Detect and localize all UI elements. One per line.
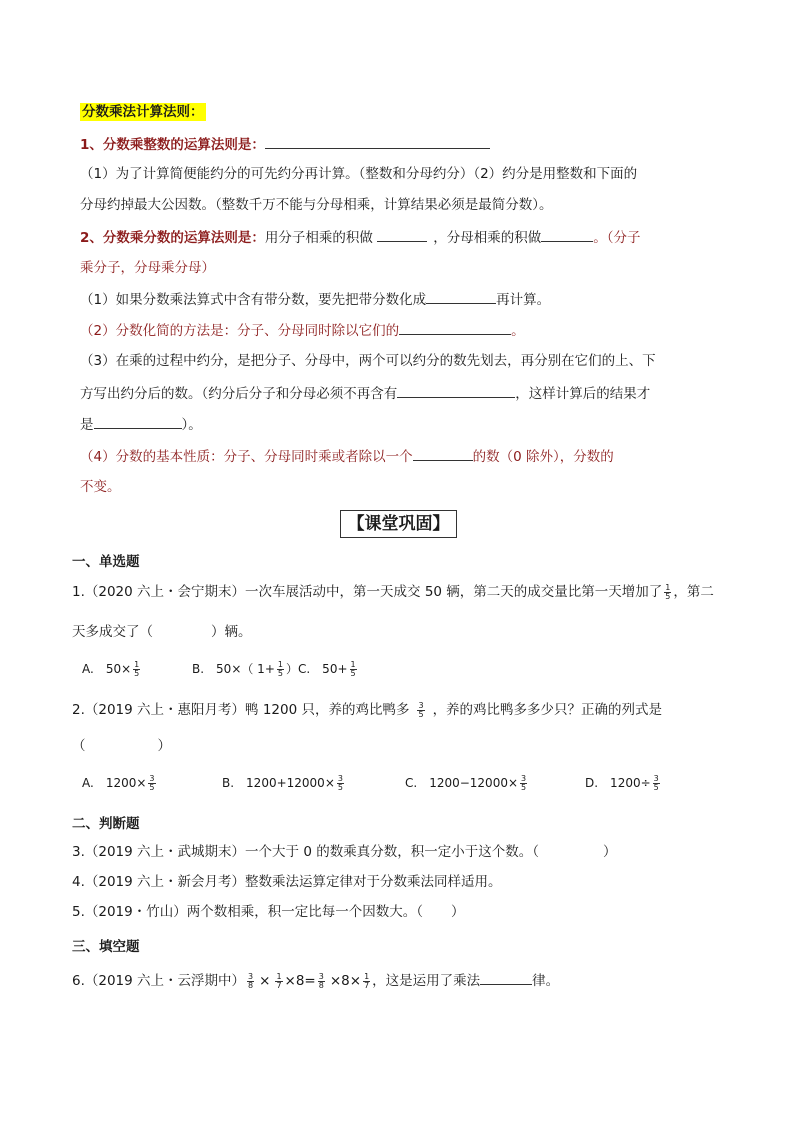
point4-line1 — [80, 446, 614, 467]
rules-heading-text: 分数乘法计算法则： — [82, 104, 204, 120]
question6-line — [72, 970, 559, 991]
question5-line — [72, 902, 465, 922]
point2-blank[interactable] — [399, 320, 511, 335]
rule1-label: 1、分数乘整数的运算法则是： — [80, 137, 265, 153]
point4-line1-a: （4）分数的基本性质：分子、分母同时乘或者除以一个 — [80, 449, 413, 465]
question2-option-d[interactable]: D. 1200÷ $\frac{3}{5}$ — [585, 774, 659, 792]
question2-option-a[interactable]: A. 1200× $\frac{3}{5}$ — [82, 774, 155, 792]
question1-line2-a: 天多成交了（ — [72, 624, 153, 640]
point1-text-b: 再计算。 — [496, 292, 551, 308]
point3-line3-a: 是 — [80, 417, 94, 433]
point3-line2-b: ，这样计算后的结果才 — [515, 386, 651, 402]
question6-times1: × — [259, 973, 271, 989]
question2-line2 — [72, 736, 171, 756]
question1-option-a[interactable]: A. 50× $\frac{1}{5}$ — [82, 660, 140, 678]
point4-line1-b: 的数（0 除外），分数的 — [472, 449, 614, 465]
rule1-note-line1: （1）为了计算简便能约分的可先约分再计算。（整数和分母约分）（2）约分是用整数和下面的 — [80, 166, 638, 182]
question1-text-a: 1.（2020 六上・会宁期末）一次车展活动中，第一天成交 50 辆，第二天的成交量比第一天增加了 — [72, 584, 663, 600]
section3-heading: 三、填空题 — [72, 939, 140, 955]
question1-line1 — [72, 582, 714, 602]
question1-line2 — [72, 622, 252, 642]
rule1-line — [80, 134, 490, 155]
question5-text-a: 5.（2019・竹山）两个数相乘，积一定比每一个因数大。（ — [72, 904, 423, 920]
rule2-line — [80, 227, 640, 248]
question3-line — [72, 842, 616, 862]
question2-line2-b: ） — [157, 738, 171, 754]
point1-text-a: （1）如果分数乘法算式中含有带分数，要先把带分数化成 — [80, 292, 427, 308]
section-title: 【课堂巩固】 — [340, 510, 457, 538]
question4-line: 4.（2019 六上・新会月考）整数乘法运算定律对于分数乘法同样适用。 — [72, 874, 502, 890]
rule2-label: 2、分数乘分数的运算法则是： — [80, 230, 265, 246]
point3-line3 — [80, 414, 202, 435]
fraction-three-fifths: $\frac{3}{5}$ — [418, 700, 424, 719]
rule2-text2: ，分母相乘的积做 — [433, 230, 542, 246]
point3-blank2[interactable] — [94, 414, 182, 429]
point3-blank1[interactable] — [397, 383, 515, 398]
rule1-blank[interactable] — [265, 134, 490, 149]
question6-text-e: ，这是运用了乘法 — [372, 973, 481, 989]
question2-text-a: 2.（2019 六上・惠阳月考）鸭 1200 只，养的鸡比鸭多 — [72, 702, 410, 718]
rule2-blank2[interactable] — [541, 227, 593, 242]
rule1-note-line2: 分母约掉最大公因数。（整数千万不能与分母相乘，计算结果必须是最简分数）。 — [80, 197, 553, 213]
question1-line2-b: ）辆。 — [211, 624, 252, 640]
point2-text-a: （2）分数化简的方法是：分子、分母同时除以它们的 — [80, 323, 400, 339]
rule2-blank1[interactable] — [377, 227, 427, 242]
rule2-text3: 。（分子 — [593, 230, 641, 246]
question3-text-a: 3.（2019 六上・武城期末）一个大于 0 的数乘真分数，积一定小于这个数。（ — [72, 844, 539, 860]
section2-heading: 二、判断题 — [72, 816, 140, 832]
question6-text-d: ×8× — [329, 973, 362, 989]
question2-option-b[interactable]: B. 1200+12000× $\frac{3}{5}$ — [222, 774, 343, 792]
point2-text-b: 。 — [511, 323, 525, 339]
question2-line2-a: （ — [72, 738, 86, 754]
question2-text-b: ，养的鸡比鸭多多少只？正确的列式是 — [432, 702, 663, 718]
fraction-three-eighths-2: $\frac{3}{8}$ — [318, 971, 324, 990]
point4-blank[interactable] — [413, 446, 473, 461]
question1-option-b[interactable]: B. 50×（ 1+ $\frac{1}{5}$ ）C. 50+ $\frac{1}{5}$ — [192, 660, 356, 678]
rule2-text1: 用分子相乘的积做 — [264, 230, 378, 246]
question3-text-b: ） — [602, 844, 617, 860]
section1-heading: 一、单选题 — [72, 554, 140, 570]
question5-text-b: ） — [451, 904, 465, 920]
point3-line2 — [80, 383, 650, 404]
question2-option-c[interactable]: C. 1200−12000× $\frac{3}{5}$ — [405, 774, 527, 792]
question1-text-b: ，第二 — [673, 584, 714, 600]
rule2-line2: 乘分子，分母乘分母） — [80, 260, 215, 276]
question6-text-c: ×8= — [284, 973, 316, 989]
fraction-one-seventh-2: $\frac{1}{7}$ — [364, 971, 370, 990]
fraction-three-eighths: $\frac{3}{8}$ — [248, 971, 254, 990]
question2-line1 — [72, 700, 662, 720]
question6-text-a: 6.（2019 六上・云浮期中） — [72, 973, 246, 989]
question6-text-f: 律。 — [532, 973, 560, 989]
point3-line2-a: 方写出约分后的数。（约分后分子和分母必须不再含有 — [80, 386, 398, 402]
question6-blank[interactable] — [480, 970, 532, 985]
point3-line3-b: ）。 — [181, 417, 202, 433]
point1-blank[interactable] — [426, 289, 496, 304]
fraction-one-seventh: $\frac{1}{7}$ — [276, 971, 282, 990]
point1-line — [80, 289, 550, 310]
point3-line1: （3）在乘的过程中约分，是把分子、分母中，两个可以约分的数先划去，再分别在它们的上、下 — [80, 353, 656, 369]
point4-line2: 不变。 — [80, 479, 121, 495]
fraction-one-fifth: $\frac{1}{5}$ — [665, 582, 671, 601]
point2-line — [80, 320, 525, 341]
rules-heading — [80, 102, 206, 122]
